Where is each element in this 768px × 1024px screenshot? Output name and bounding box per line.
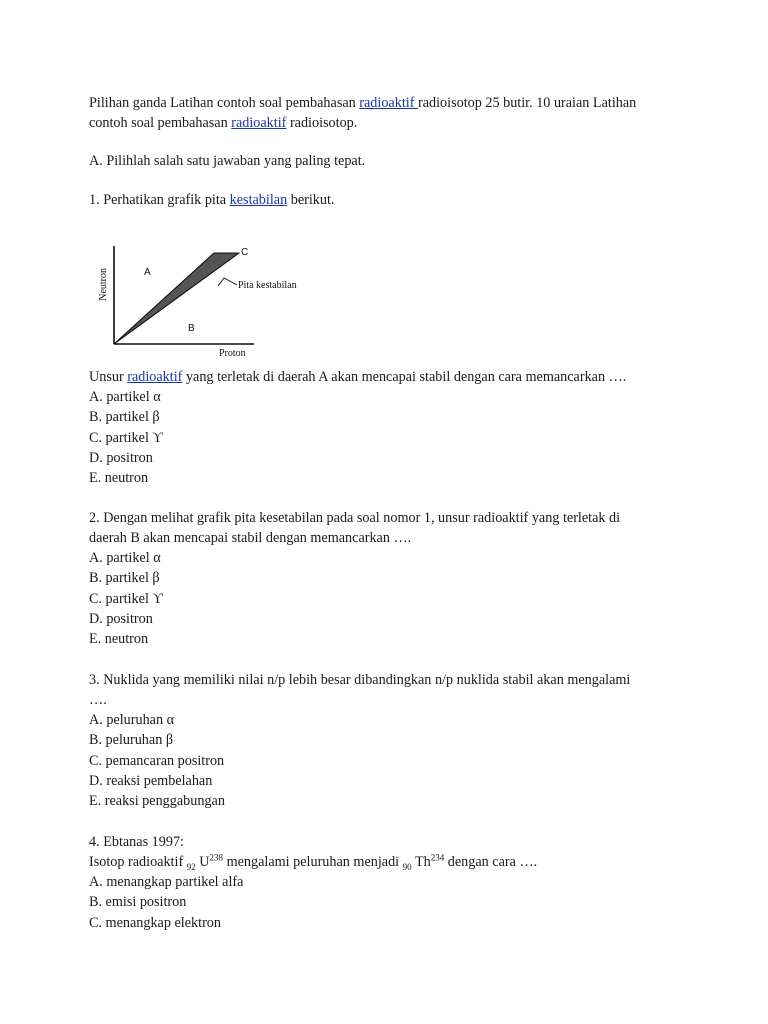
intro-line-1 xyxy=(89,93,689,113)
x-axis-label: Proton xyxy=(219,348,246,359)
q1-text: berikut. xyxy=(287,192,335,208)
intro-text: radioisotop. xyxy=(286,115,358,132)
q1-option-a: A. partikel α xyxy=(89,389,161,405)
q4-option-b: B. emisi positron xyxy=(89,894,187,911)
q1-prompt xyxy=(89,190,689,210)
q1-stem-text: Unsur xyxy=(89,369,128,385)
q3-line-1: 3. Nuklida yang memiliki nilai n/p lebih besar dibandingkan n/p nuklida stabil akan mengalami xyxy=(89,672,631,688)
thorium-mass-number: 234 xyxy=(430,852,445,863)
q4-text: dengan cara …. xyxy=(444,854,538,870)
q4-header: 4. Ebtanas 1997: xyxy=(89,834,184,850)
link-radioaktif[interactable]: radioaktif xyxy=(127,369,183,385)
band-lower-edge xyxy=(114,253,239,344)
section-a-instruction: A. Pilihlah salah satu jawaban yang paling tepat. xyxy=(89,153,366,169)
q2-prompt xyxy=(89,508,689,549)
q4-text: mengalami peluruhan menjadi xyxy=(223,854,403,870)
q3-line-2: …. xyxy=(89,692,107,709)
q2-option-a: A. partikel α xyxy=(89,550,161,566)
q2-option-c: C. partikel ϒ xyxy=(89,590,163,607)
q3-option-e: E. reaksi penggabungan xyxy=(89,793,225,810)
intro-text: contoh soal pembahasan xyxy=(89,115,232,132)
q3-option-b: B. peluruhan β xyxy=(89,732,174,749)
q4-text: Isotop radioaktif xyxy=(89,854,187,870)
stability-band-figure xyxy=(94,240,304,362)
q2-line-1: 2. Dengan melihat grafik pita kesetabilan pada soal nomor 1, unsur radioaktif yang terletak di xyxy=(89,510,621,526)
link-radioaktif[interactable]: radioaktif xyxy=(231,115,287,132)
thorium-symbol: Th xyxy=(411,854,431,870)
band-leader-line xyxy=(218,278,237,286)
point-c-label: C xyxy=(241,247,249,258)
q2-option-d: D. positron xyxy=(89,610,153,627)
q4-option-a: A. menangkap partikel alfa xyxy=(89,874,244,890)
q1-option-e: E. neutron xyxy=(89,470,149,487)
region-b-label: B xyxy=(188,323,195,334)
q2-option-e: E. neutron xyxy=(89,631,149,648)
band-label: Pita kestabilan xyxy=(238,280,297,291)
q2-option-b: B. partikel β xyxy=(89,570,160,587)
q1-option-d: D. positron xyxy=(89,449,153,466)
intro-text: radioisotop 25 butir. 10 uraian Latihan xyxy=(417,95,637,111)
intro-line-2 xyxy=(89,113,689,133)
q1-stem xyxy=(89,367,689,387)
uranium-mass-number: 238 xyxy=(209,852,224,863)
q3-option-a: A. peluruhan α xyxy=(89,712,175,728)
uranium-atomic-number: 92 xyxy=(186,861,196,872)
q3-option-d: D. reaksi pembelahan xyxy=(89,772,213,789)
q1-options xyxy=(89,387,689,488)
q4-stem xyxy=(89,852,689,872)
intro-text: Pilihan ganda Latihan contoh soal pembahasan xyxy=(89,95,360,111)
q4-options xyxy=(89,872,689,933)
q3-options xyxy=(89,710,689,811)
q1-option-b: B. partikel β xyxy=(89,409,160,426)
q2-line-2: daerah B akan mencapai stabil dengan memancarkan …. xyxy=(89,530,412,547)
intro-paragraph xyxy=(89,93,689,134)
q3-prompt xyxy=(89,670,689,711)
region-a-label: A xyxy=(144,267,151,278)
q3-option-c: C. pemancaran positron xyxy=(89,752,225,769)
y-axis-label: Neutron xyxy=(98,268,109,301)
q2-options xyxy=(89,548,689,649)
q1-option-c: C. partikel ϒ xyxy=(89,429,163,446)
band-upper-edge xyxy=(114,253,214,344)
link-radioaktif[interactable]: radioaktif xyxy=(359,95,418,111)
uranium-symbol: U xyxy=(195,854,210,870)
q1-text: 1. Perhatikan grafik pita xyxy=(89,192,230,208)
thorium-atomic-number: 90 xyxy=(402,861,412,872)
link-kestabilan[interactable]: kestabilan xyxy=(229,192,288,208)
q1-stem-text: yang terletak di daerah A akan mencapai stabil dengan cara memancarkan …. xyxy=(182,369,627,385)
q4-option-c: C. menangkap elektron xyxy=(89,914,221,931)
